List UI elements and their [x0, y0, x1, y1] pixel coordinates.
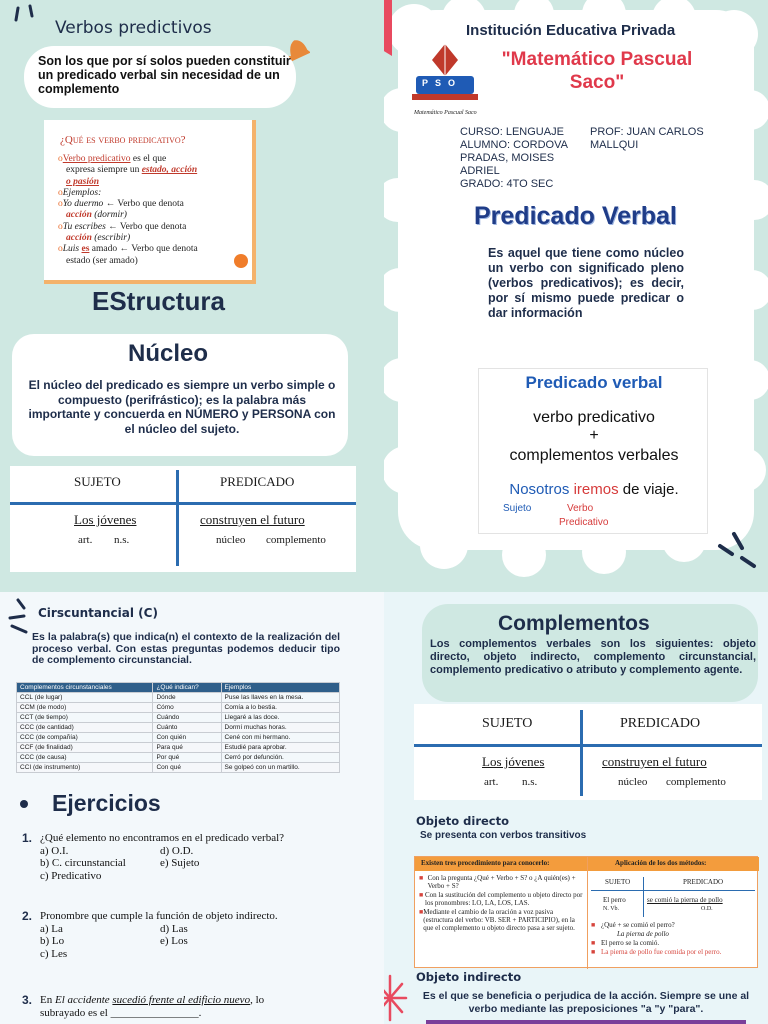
table-row [17, 753, 340, 763]
school-line1: Institución Educativa Privada [466, 22, 676, 39]
table-cell: Cerró por defunción. [221, 753, 339, 763]
table-cell: CCL (de lugar) [17, 693, 153, 703]
card-title: Predicado verbal [525, 373, 663, 392]
table-row [17, 733, 340, 743]
label-verbo: Verbo [567, 503, 594, 514]
diagram-predicado: PREDICADO [220, 474, 295, 489]
decor-lines-icon [6, 4, 46, 28]
logo-letters: PSO [422, 78, 463, 88]
diagram-complemento: complemento [666, 776, 726, 788]
table-header: Complementos circunstanciales [17, 683, 153, 693]
table-header: ¿Qué indican? [153, 683, 221, 693]
diagram-hline [10, 502, 356, 505]
table-cell: CCC (de causa) [17, 753, 153, 763]
diagram-predicado-frase: construyen el futuro [602, 754, 707, 769]
od-mini-diagram: SUJETO PREDICADO El perro se comió la pierna de pollo N. Vb. O.D. [591, 875, 755, 919]
sparkle-icon [384, 972, 410, 1024]
diagram-ns: n.s. [114, 534, 130, 546]
predicado-definition: Es aquel que tiene como núcleo un verbo con significado pleno (verbos predicativos); es decir, por sí mismo puede predicar o dar información [488, 246, 684, 320]
od-title: Objeto directo [416, 814, 510, 828]
table-cell: CCC (de cantidad) [17, 723, 153, 733]
table-cell: Estudié para aprobar. [221, 743, 339, 753]
diagram-predicado: PREDICADO [620, 716, 701, 731]
question-1: 1. ¿Qué elemento no encontramos en el predicado verbal? a) O.I. d) O.D. b) C. circunstancial e) Sujeto c) Predicativo [22, 831, 285, 882]
card-example: Nosotros iremos de viaje. [509, 481, 679, 498]
panel-complementos [384, 592, 768, 1024]
table-cell: Por qué [153, 753, 221, 763]
oi-text: Es el que se beneficia o perjudica de la acción. Siempre se une al verbo mediante las preposiciones "a "y "para". [422, 990, 750, 1015]
table-cell: Cómo [153, 703, 221, 713]
card-line2: complementos verbales [509, 447, 679, 464]
table-cell: Para qué [153, 743, 221, 753]
diagram-nucleo: núcleo [618, 776, 648, 788]
nucleo-text: El núcleo del predicado es siempre un verbo simple o compuesto (perifrástico); es la palabra más importante y concuerda en NÚMERO y PERSONA con el núcleo del sujeto. [28, 378, 336, 436]
ejercicios-title: Ejercicios [52, 790, 161, 816]
od-methods: ■ Con la pregunta ¿Qué + Verbo + S? o ¿A quién(es) + Verbo + S? ■ Con la sustitución del complemento u objeto directo por los pronombres: LO, LA, LOS, LAS. ■ Mediante el cambio de la oración a voz pasiva (estructura del verbo: VB. SER + PARTICIPIO), en la que el complemento u objeto directo pasa a ser sujeto. [419, 874, 583, 933]
school-logo-icon [408, 42, 482, 110]
table-header: Ejemplos [221, 683, 339, 693]
diagram-vline [580, 710, 583, 796]
bottom-bar [426, 1020, 746, 1024]
table-cell: Se golpeó con un martillo. [221, 763, 339, 773]
diagram-sujeto: SUJETO [482, 716, 533, 731]
table-cell: Llegaré a las doce. [221, 713, 339, 723]
predicado-verbal-title: Predicado Verbal [474, 202, 677, 230]
nucleo-title: Núcleo [128, 340, 209, 367]
circunstancial-table [16, 682, 340, 773]
question-3: 3. En El accidente sucedió frente al edificio nuevo, lo subrayado es el ________________. [22, 993, 265, 1019]
card-body: oVerbo predicativo es el que expresa siempre un estado, acción o pasión oEjemplos: oYo duermo ← Verbo que denota acción (dormir) oTu escribes ← Verbo que denota acción (escribir) oLuis es amado ← Verbo que denota estado (ser amado) [58, 154, 198, 266]
table-cell: CCM (de modo) [17, 703, 153, 713]
panel-circunstancial [0, 592, 384, 1024]
od-vline [587, 857, 588, 969]
diagram-vline [176, 470, 179, 566]
ribbon-tail [384, 44, 392, 56]
structure-diagram [414, 704, 762, 800]
table-row [17, 713, 340, 723]
table-cell: Comía a lo bestia. [221, 703, 339, 713]
table-cell: Cuándo [153, 713, 221, 723]
diagram-predicado-frase: construyen el futuro [200, 512, 305, 527]
diagram-sujeto-frase: Los jóvenes [482, 754, 545, 769]
estructura-title: EStructura [92, 286, 225, 316]
table-row [17, 703, 340, 713]
diagram-nucleo: núcleo [216, 534, 246, 546]
predicado-verbal-card [478, 368, 708, 534]
decor-lines-icon [714, 530, 764, 580]
professor-info: PROF: JUAN CARLOS MALLQUI [590, 126, 704, 151]
table-cell: CCC (de compañía) [17, 733, 153, 743]
table-cell: Cuánto [153, 723, 221, 733]
table-row [17, 723, 340, 733]
od-text: Se presenta con verbos transitivos [420, 830, 587, 841]
od-table [414, 856, 758, 968]
complementos-title: Complementos [498, 612, 650, 635]
table-cell: Puse las llaves en la mesa. [221, 693, 339, 703]
table-cell: CCF (de finalidad) [17, 743, 153, 753]
diagram-hline [414, 744, 762, 747]
circunstancial-text: Es la palabra(s) que indica(n) el contexto de la realización del proceso verbal. Con estas preguntas podemos deducir tipo de complemento circunstancial. [32, 631, 340, 667]
label-predicativo: Predicativo [559, 517, 609, 528]
table-cell: CCI (de instrumento) [17, 763, 153, 773]
card-line1: verbo predicativo [533, 409, 655, 426]
od-results: ■ ¿Qué + se comió el perro? La pierna de pollo ■ El perro se la comió. ■ La pierna de pollo fue comida por el perro. [591, 921, 722, 956]
complementos-text: Los complementos verbales son los siguientes: objeto directo, objeto indirecto, complemento circunstancial, complemento predicativo o atributo y complemento agente. [430, 638, 756, 676]
table-cell: Dormí muchas horas. [221, 723, 339, 733]
panel-predicado-verbal [384, 0, 768, 592]
bullet-dot [20, 800, 28, 808]
logo-caption: Matemático Pascual Saco [414, 110, 477, 116]
question-2: 2. Pronombre que cumple la función de objeto indirecto. a) La d) Las b) Lo e) Los c) Les [22, 909, 278, 960]
student-info: CURSO: LENGUAJE ALUMNO: CORDOVA PRADAS, MOISES ADRIEL GRADO: 4TO SEC [460, 126, 568, 190]
intro-text: Son los que por sí solos pueden constituir un predicado verbal sin necesidad de un complemento [38, 54, 291, 96]
school-line2: "Matemático Pascual Saco" [501, 49, 693, 93]
label-sujeto: Sujeto [503, 503, 532, 514]
diagram-art: art. [484, 776, 499, 788]
table-row [17, 763, 340, 773]
table-cell: Con quién [153, 733, 221, 743]
ribbon [384, 0, 392, 46]
diagram-complemento: complemento [266, 534, 326, 546]
table-row [17, 743, 340, 753]
definition-card [44, 120, 256, 284]
table-cell: Dónde [153, 693, 221, 703]
card-heading: ¿Qué es verbo predicativo? [60, 134, 186, 146]
circunstancial-title: Cirscuntancial (C) [38, 606, 158, 620]
card-plus: + [589, 427, 599, 444]
diagram-ns: n.s. [522, 776, 538, 788]
table-cell: Cené con mi hermano. [221, 733, 339, 743]
table-cell: Con qué [153, 763, 221, 773]
diagram-sujeto-frase: Los jóvenes [74, 512, 137, 527]
panel-verbos-predictivos [0, 0, 384, 592]
verbos-predictivos-title: Verbos predictivos [55, 18, 212, 38]
table-row [17, 693, 340, 703]
structure-diagram [10, 466, 356, 572]
diagram-sujeto: SUJETO [74, 474, 121, 489]
diagram-art: art. [78, 534, 93, 546]
oi-title: Objeto indirecto [416, 970, 522, 984]
decor-dot [234, 254, 248, 268]
od-h2: Aplicación de los dos métodos: [615, 859, 707, 867]
od-h1: Existen tres procedimiento para conocerlo: [421, 859, 550, 867]
table-cell: CCT (de tiempo) [17, 713, 153, 723]
